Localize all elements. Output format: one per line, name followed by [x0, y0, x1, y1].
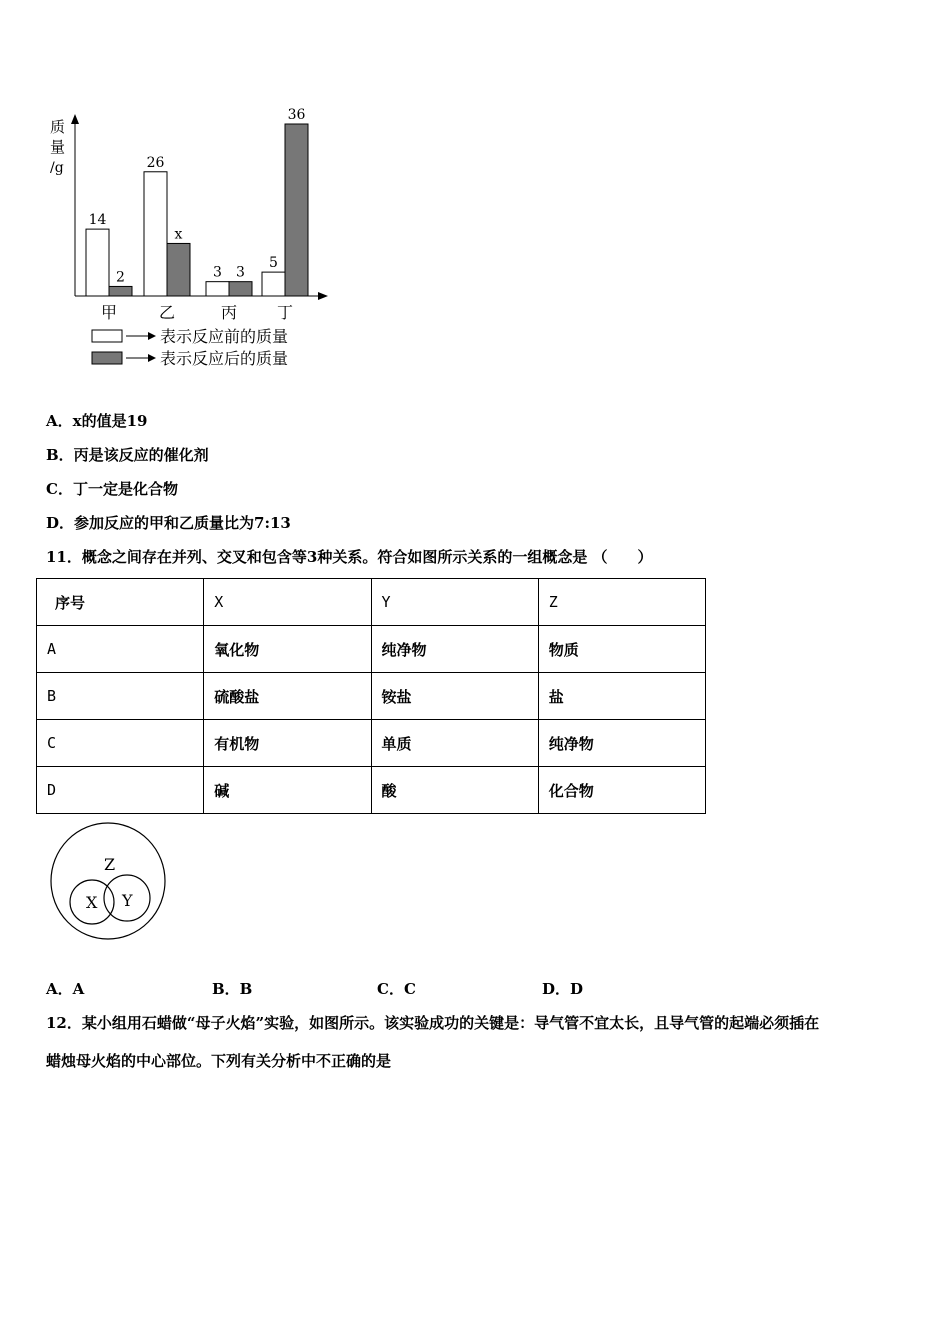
category-label-3: 丁 [276, 303, 294, 322]
bar-after-1 [167, 243, 190, 296]
concept-table [36, 578, 706, 814]
option-a: A．x的值是19 [46, 412, 148, 430]
data-label-after-1: x [174, 226, 183, 243]
table-cell: 氧化物 [204, 626, 371, 673]
answer-c: C．C [377, 980, 416, 998]
table-cell: 单质 [371, 720, 538, 767]
question-11-stem: 11．概念之间存在并列、交叉和包含等3种关系。符合如图所示关系的一组概念是 （ ） [46, 548, 653, 566]
data-label-after-2: 3 [236, 264, 245, 281]
option-b: B．丙是该反应的催化剂 [46, 446, 209, 464]
legend-swatch-1 [92, 352, 122, 364]
table-row [37, 720, 706, 767]
answer-a: A．A [46, 980, 85, 998]
data-label-before-2: 3 [213, 264, 222, 281]
table-row [37, 673, 706, 720]
header-cell: Z [538, 579, 705, 626]
table-cell: 物质 [538, 626, 705, 673]
table-cell: B [37, 673, 204, 720]
question-12-line2: 蜡烛母火焰的中心部位。下列有关分析中不正确的是 [46, 1052, 392, 1070]
venn-label-z: Z [104, 855, 116, 874]
category-label-1: 乙 [158, 303, 176, 322]
venn-diagram [44, 818, 174, 944]
table-header-row [37, 579, 706, 626]
legend-arrowhead-1 [148, 354, 156, 362]
y-axis-label-line3: /g [50, 160, 64, 176]
table-cell: 酸 [371, 767, 538, 814]
venn-circle-z [51, 823, 165, 939]
y-axis-label-line1: 质 [50, 118, 66, 136]
table-cell: 化合物 [538, 767, 705, 814]
category-label-0: 甲 [100, 303, 118, 322]
bar-before-2 [206, 282, 229, 296]
table-cell: 铵盐 [371, 673, 538, 720]
data-label-after-0: 2 [116, 269, 125, 286]
header-cell: X [204, 579, 371, 626]
table-cell: A [37, 626, 204, 673]
table-row [37, 626, 706, 673]
header-cell: Y [371, 579, 538, 626]
legend-label-1: 表示反应后的质量 [160, 349, 289, 368]
answer-b: B．B [212, 980, 253, 998]
bar-after-2 [229, 282, 252, 296]
chart-legend [92, 327, 288, 368]
mass-bar-chart [40, 100, 340, 380]
bar-before-1 [144, 172, 167, 296]
data-label-before-0: 14 [88, 212, 107, 229]
question-12-line1: 12．某小组用石蜡做“母子火焰”实验，如图所示。该实验成功的关键是：导气管不宜太长，且导气管的起端必须插在 [46, 1014, 820, 1032]
bar-before-0 [86, 229, 109, 296]
legend-swatch-0 [92, 330, 122, 342]
data-label-after-3: 36 [287, 107, 306, 123]
table-cell: 有机物 [204, 720, 371, 767]
data-label-before-1: 26 [146, 154, 165, 171]
table-cell: C [37, 720, 204, 767]
table-cell: 纯净物 [371, 626, 538, 673]
legend-arrowhead-0 [148, 332, 156, 340]
table-cell: D [37, 767, 204, 814]
data-label-before-3: 5 [269, 255, 278, 272]
table-cell: 盐 [538, 673, 705, 720]
venn-label-y: Y [122, 891, 133, 910]
legend-label-0: 表示反应前的质量 [160, 327, 289, 346]
bar-after-3 [285, 124, 308, 296]
table-cell: 碱 [204, 767, 371, 814]
y-axis-label-line2: 量 [50, 138, 66, 156]
table-cell: 硫酸盐 [204, 673, 371, 720]
option-c: C．丁一定是化合物 [46, 480, 178, 498]
header-cell: 序号 [37, 579, 204, 626]
option-d: D．参加反应的甲和乙质量比为7:13 [46, 514, 291, 532]
venn-label-x: X [86, 893, 98, 912]
bar-before-3 [262, 272, 285, 296]
table-cell: 纯净物 [538, 720, 705, 767]
bar-after-0 [109, 286, 132, 296]
answer-d: D．D [542, 980, 584, 998]
table-row [37, 767, 706, 814]
category-label-2: 丙 [220, 303, 238, 322]
